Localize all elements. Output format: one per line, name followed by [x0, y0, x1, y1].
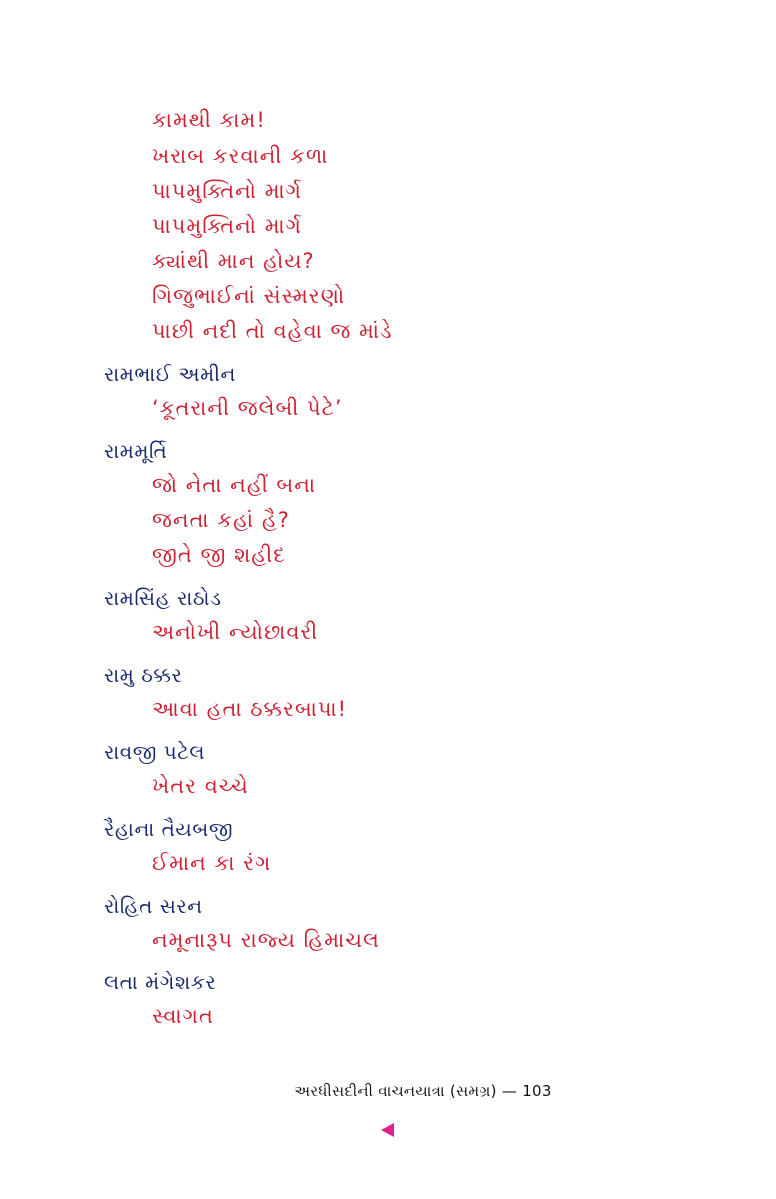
author-name: રોહિત સરન [104, 894, 203, 918]
author-name: રામભાઈ અમીન [104, 362, 236, 386]
article-title: ખરાબ કરવાની કળા [152, 144, 329, 168]
author-name: રામમૂર્તિ [104, 439, 168, 463]
article-title: આવા હતા ઠક્કરબાપા! [152, 697, 348, 721]
page-footer [0, 1082, 776, 1100]
article-title: જો નેતા નહીં બના [152, 473, 317, 497]
article-title: કામથી કામ! [152, 108, 266, 132]
book-title-page-number: અરધીસદીની વાચનયાત્રા (સમગ્ર) — 103 [294, 1082, 552, 1100]
article-title: ગિજુભાઈનાં સંસ્મરણો [152, 284, 346, 308]
article-title: ઈમાન કા રંગ [152, 851, 272, 875]
article-title: પાછી નદી તો વહેવા જ માંડે [152, 319, 393, 343]
article-title: ક્યાંથી માન હોય? [152, 249, 315, 273]
author-name: રામસિંહ રાઠોડ [104, 586, 222, 610]
article-title: ખેતર વચ્ચે [152, 774, 249, 798]
author-name: રામુ ઠક્કર [104, 663, 183, 687]
article-title: અનોખી ન્યોછાવરી [152, 620, 319, 644]
article-title: સ્વાગત [152, 1004, 214, 1028]
article-title: પાપમુક્તિનો માર્ગ [152, 179, 302, 203]
author-name: રૈહાના તૈયબજી [104, 817, 234, 841]
article-title: ‘કૂતરાની જલેબી પેટે’ [152, 396, 343, 420]
author-name: લતા મંગેશકર [104, 970, 217, 994]
prev-page-arrow-icon[interactable] [381, 1123, 394, 1137]
article-title: નમૂનારૂપ રાજ્ય હિમાચલ [152, 928, 380, 952]
author-name: રાવજી પટેલ [104, 740, 206, 764]
article-title: જનતા કહાં હૈ? [152, 508, 290, 532]
article-title: પાપમુક્તિનો માર્ગ [152, 214, 302, 238]
article-title: જીતે જી શહીદ [152, 543, 286, 567]
